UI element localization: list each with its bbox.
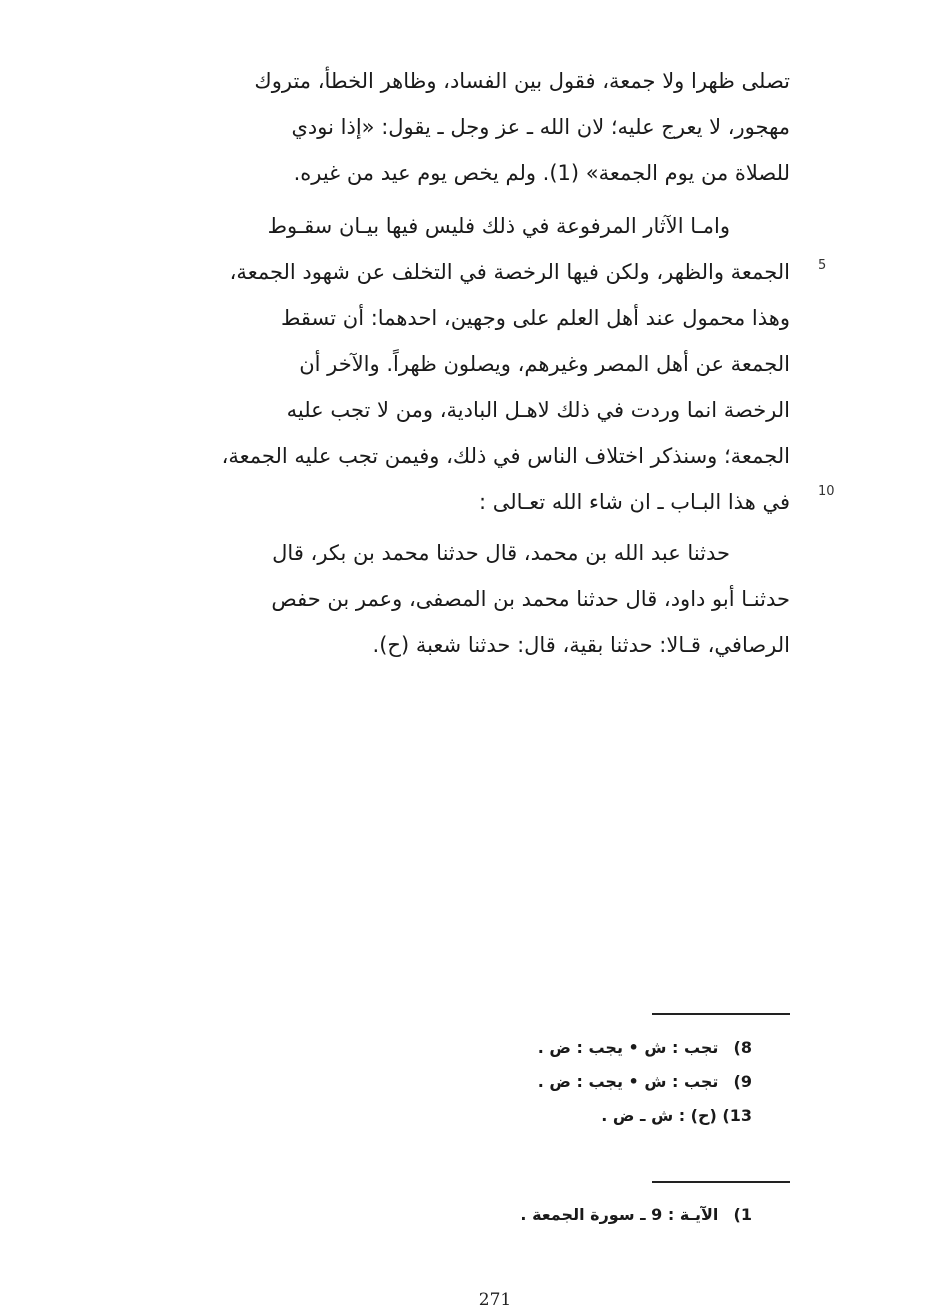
page-number: 271 xyxy=(478,1290,512,1310)
note-number: 8) xyxy=(733,1038,752,1057)
text-line: تصلى ظهرا ولا جمعة، فقول بين الفساد، وظاهر الخطأ، متروك xyxy=(254,69,790,93)
note-text: (ح) : ش ـ ض . xyxy=(601,1106,717,1125)
note-number: 13) xyxy=(722,1106,752,1125)
text-line: الجمعة والظهر، ولكن فيها الرخصة في التخلف عن شهود الجمعة، xyxy=(229,260,790,284)
text-line: وامـا الآثار المرفوعة في ذلك فليس فيها بيـان سقـوط xyxy=(267,214,730,238)
text-line: الرخصة انما وردت في ذلك لاهـل البادية، ومن لا تجب عليه xyxy=(286,398,790,422)
paragraph-3 xyxy=(140,530,790,668)
paragraph-2 xyxy=(140,203,790,525)
variant-notes-divider xyxy=(652,1013,790,1015)
text-line: في هذا البـاب ـ ان شاء الله تعـالى : xyxy=(479,490,790,514)
footnote-number: 1) xyxy=(733,1205,752,1224)
variant-notes xyxy=(380,1031,752,1133)
text-line: الرصافي، قـالا: حدثنا بقية، قال: حدثنا شعبة (ح). xyxy=(372,633,790,657)
text-line: وهذا محمول عند أهل العلم على وجهين، احدهما: أن تسقط xyxy=(280,306,790,330)
footnote xyxy=(380,1198,752,1232)
variant-note xyxy=(380,1065,752,1099)
note-text: تجب : ش • يجب : ض . xyxy=(537,1038,719,1057)
text-line: حدثنا عبد الله بن محمد، قال حدثنا محمد بن بكر، قال xyxy=(272,541,730,565)
variant-note xyxy=(380,1099,752,1133)
text-line: مهجور، لا يعرج عليه؛ لان الله ـ عز وجل ـ يقول: «إذا نودي xyxy=(291,115,790,139)
note-text: تجب : ش • يجب : ض . xyxy=(537,1072,719,1091)
footnotes xyxy=(380,1198,752,1232)
footnotes-divider xyxy=(652,1181,790,1183)
variant-note xyxy=(380,1031,752,1065)
paragraph-1 xyxy=(140,58,790,196)
line-number-5: 5 xyxy=(818,258,827,273)
note-number: 9) xyxy=(733,1072,752,1091)
line-number-10: 10 xyxy=(818,484,835,499)
footnote-text: الآيـة : 9 ـ سورة الجمعة . xyxy=(520,1205,719,1224)
text-line: الجمعة؛ وسنذكر اختلاف الناس في ذلك، وفيمن تجب عليه الجمعة، xyxy=(221,444,790,468)
text-line: حدثنـا أبو داود، قال حدثنا محمد بن المصفى، وعمر بن حفص xyxy=(271,587,790,611)
text-line: الجمعة عن أهل المصر وغيرهم، ويصلون ظهراً. والآخر أن xyxy=(299,352,790,376)
text-line: للصلاة من يوم الجمعة» (1). ولم يخص يوم عيد من غيره. xyxy=(293,161,790,185)
